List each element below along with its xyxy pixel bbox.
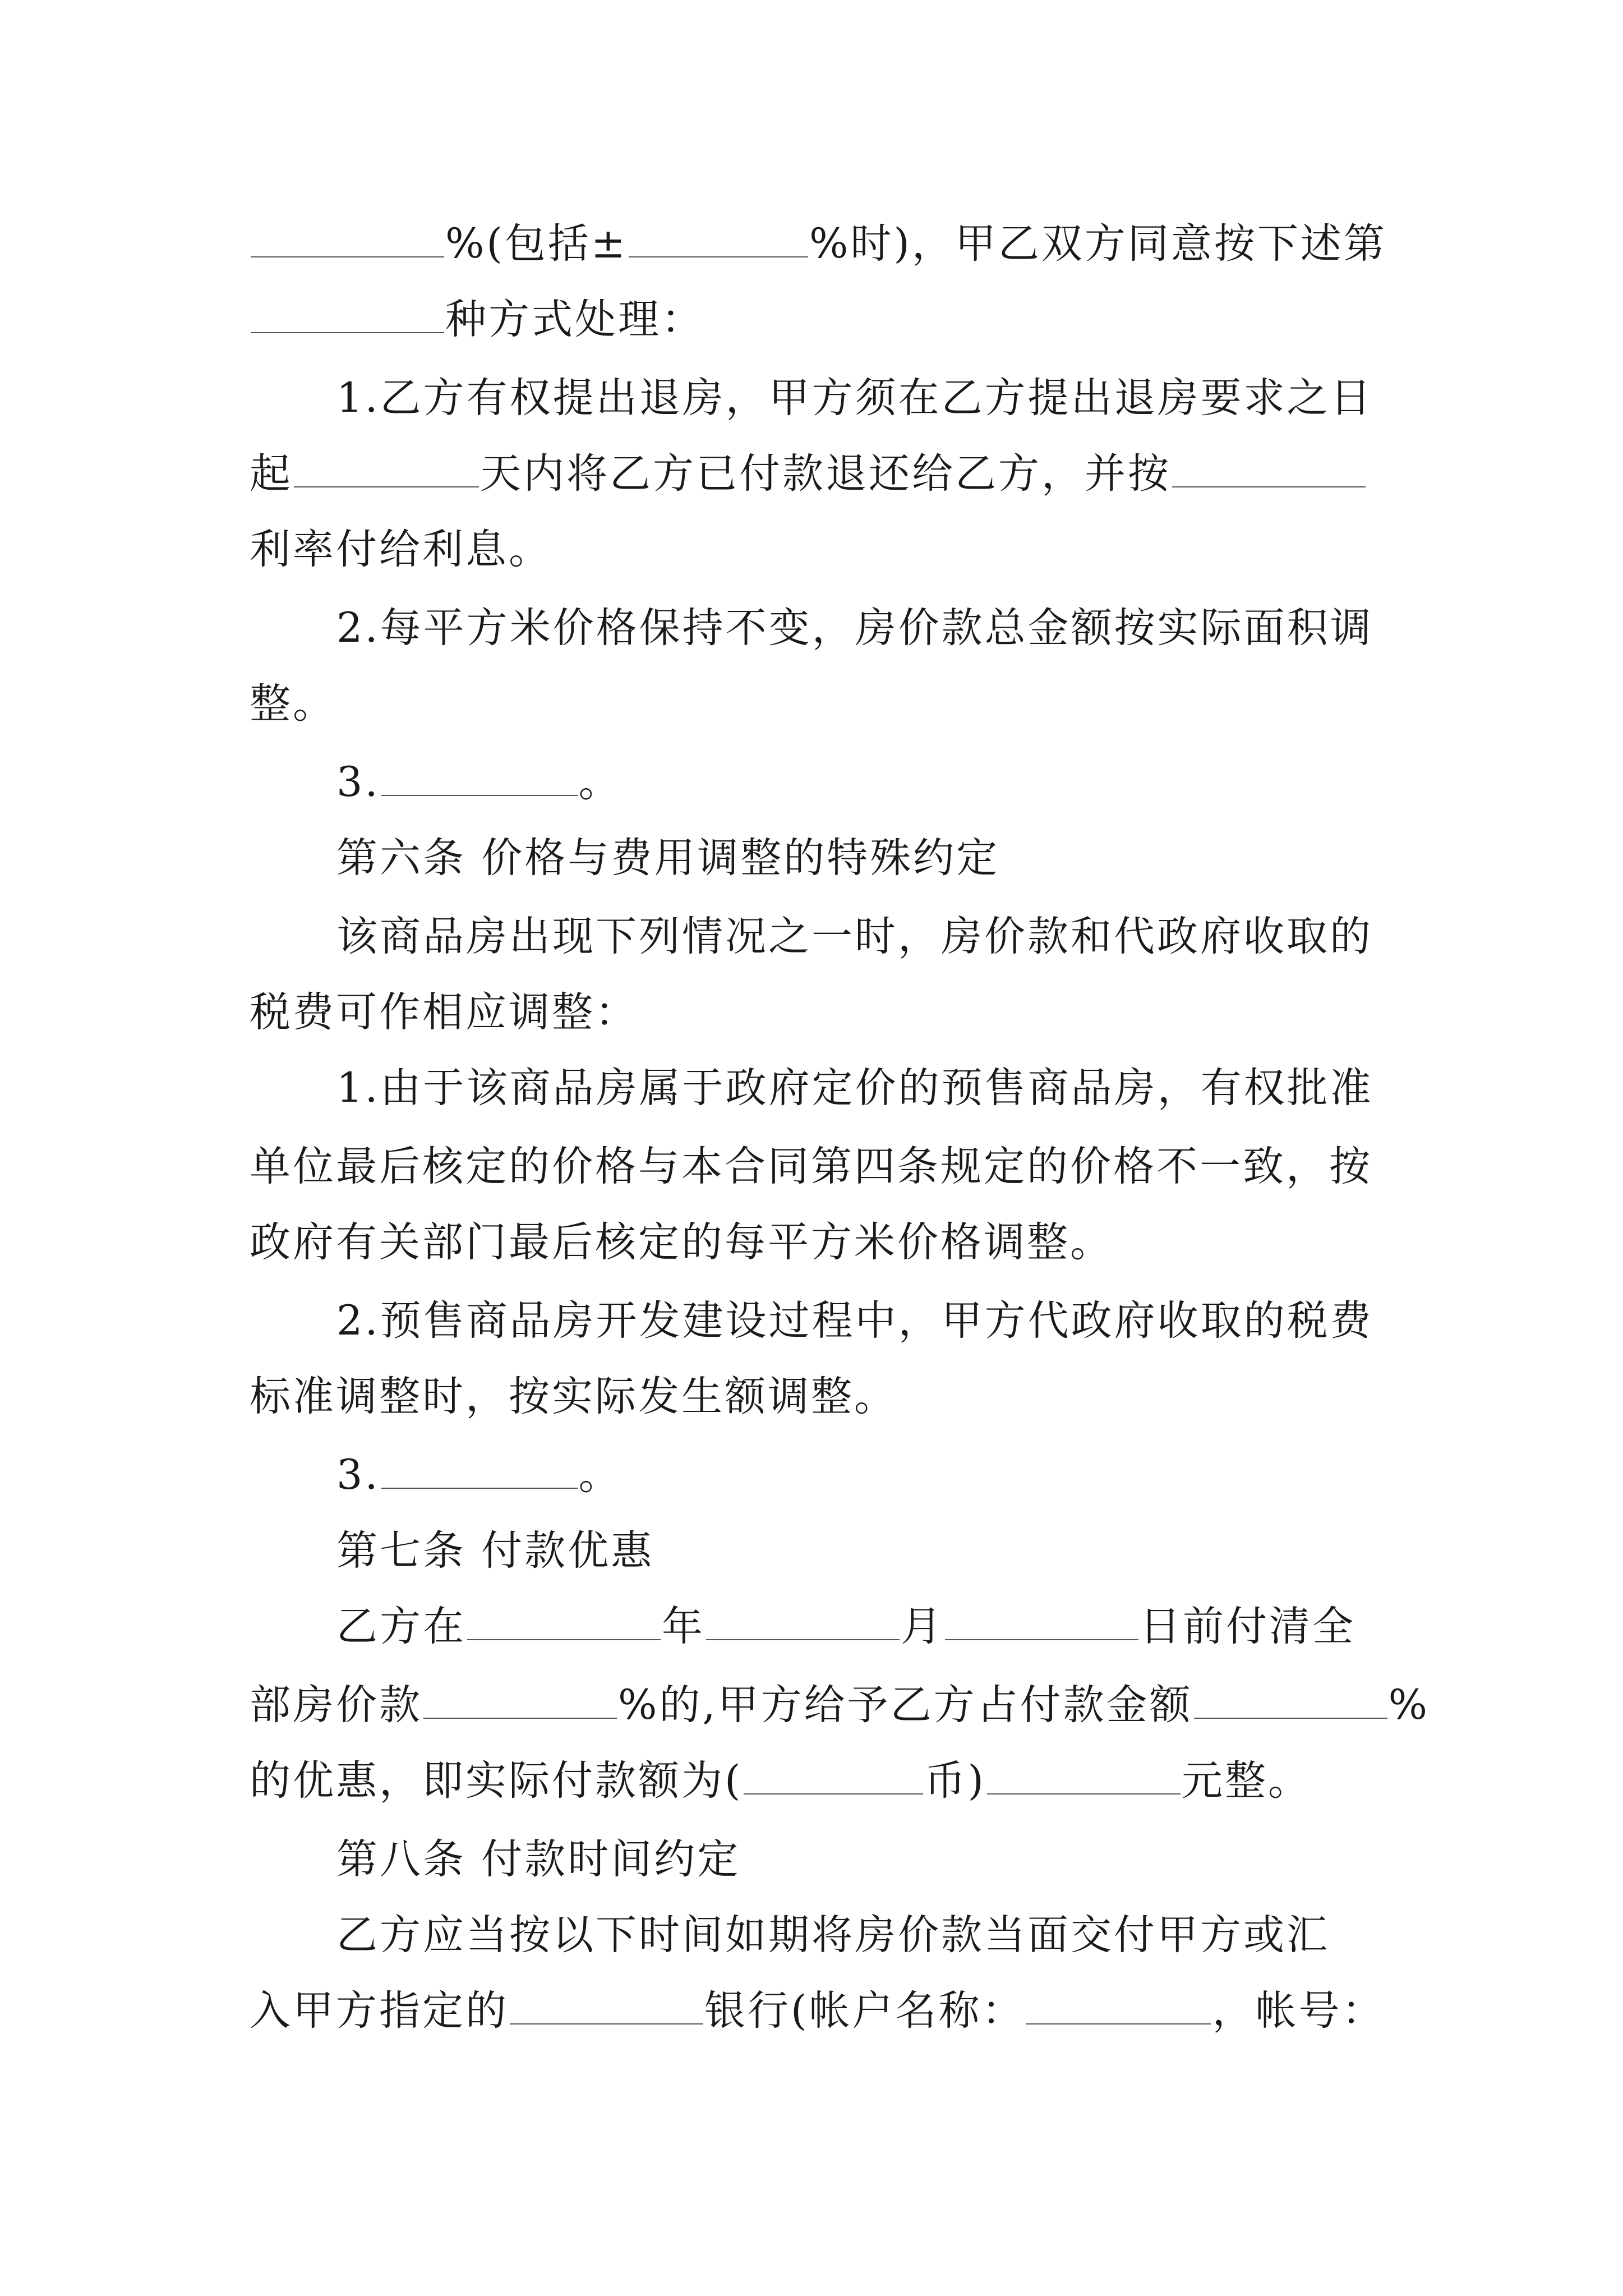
fill-blank [381, 1453, 578, 1489]
text-segment: 。 [578, 1451, 622, 1499]
text-segment: 入甲方指定的 [250, 1987, 509, 2035]
text-line [250, 1369, 897, 1425]
text-segment: 部房价款 [250, 1681, 422, 1729]
text-segment: %的,甲方给予乙方占付款金额 [618, 1681, 1193, 1729]
text-line [250, 676, 336, 732]
text-line [250, 1677, 1430, 1733]
text-line [250, 216, 1387, 272]
text-segment: 2.预售商品房开发建设过程中，甲方代政府收取的税费 [336, 1297, 1373, 1345]
text-segment: 年 [662, 1603, 705, 1650]
fill-blank [987, 1759, 1181, 1795]
section-heading [336, 830, 999, 886]
text-segment: 。 [578, 758, 622, 806]
text-segment: 单位最后核定的价格与本合同第四条规定的价格不一致，按 [250, 1143, 1372, 1190]
text-segment: 乙方应当按以下时间如期将房价款当面交付甲方或汇 [336, 1911, 1330, 1959]
text-segment: 天内将乙方已付款退还给乙方，并按 [480, 450, 1171, 498]
text-segment: 第七条 付款优惠 [336, 1527, 654, 1575]
text-line [336, 754, 622, 811]
text-segment: 种方式处理： [445, 296, 704, 343]
section-heading [336, 1523, 654, 1579]
text-line [336, 370, 1373, 426]
text-line [250, 1983, 1385, 2039]
fill-blank [423, 1683, 617, 1719]
text-line [250, 984, 638, 1041]
text-segment: 起 [250, 450, 293, 498]
text-segment: 第六条 价格与费用调整的特殊约定 [336, 834, 1000, 882]
text-segment: 利率付给利息。 [250, 526, 552, 573]
fill-blank [945, 1604, 1138, 1640]
text-segment: 政府有关部门最后核定的每平方米价格调整。 [250, 1218, 1113, 1266]
text-line [336, 1447, 622, 1503]
fill-blank [1194, 1683, 1387, 1719]
fill-blank [251, 297, 444, 333]
text-segment: 3. [336, 1451, 380, 1499]
text-line [336, 600, 1373, 656]
fill-blank [629, 222, 808, 257]
fill-blank [467, 1604, 661, 1640]
text-segment: 币) [924, 1757, 986, 1805]
fill-blank [510, 1989, 703, 2024]
text-segment: 日前付清全 [1140, 1603, 1355, 1650]
text-segment: 月 [901, 1603, 944, 1650]
text-segment: 乙方在 [336, 1603, 466, 1650]
text-segment: %(包括± [445, 220, 628, 268]
section-heading [336, 1832, 740, 1888]
fill-blank [706, 1604, 900, 1640]
text-segment: 整。 [250, 680, 336, 728]
fill-blank [251, 222, 444, 257]
fill-blank [744, 1759, 923, 1795]
text-segment: 1.乙方有权提出退房，甲方须在乙方提出退房要求之日 [336, 374, 1373, 422]
fill-blank [1172, 452, 1366, 487]
text-segment: 1.由于该商品房属于政府定价的预售商品房，有权批准 [336, 1064, 1373, 1112]
text-line [250, 292, 704, 348]
text-segment: %时)，甲乙双方同意按下述第 [809, 220, 1387, 268]
text-line [336, 1907, 1330, 1963]
text-segment: 元整。 [1181, 1757, 1311, 1805]
text-line [250, 522, 552, 578]
text-segment: 银行(帐户名称： [704, 1987, 1025, 2035]
fill-blank [294, 452, 479, 487]
text-segment: 第八条 付款时间约定 [336, 1835, 741, 1883]
text-line [336, 1599, 1355, 1655]
text-line [250, 1753, 1311, 1809]
text-segment: 税费可作相应调整： [250, 988, 638, 1036]
fill-blank [1026, 1989, 1211, 2024]
fill-blank [381, 760, 578, 796]
text-line [250, 446, 1367, 502]
text-segment: 该商品房出现下列情况之一时，房价款和代政府收取的 [336, 913, 1373, 960]
text-segment: 3. [336, 758, 380, 806]
text-line [250, 1139, 1372, 1195]
text-line [250, 1214, 1113, 1271]
text-line [336, 1060, 1373, 1116]
text-segment: ，帐号： [1212, 1987, 1385, 2035]
text-segment: 标准调整时，按实际发生额调整。 [250, 1373, 897, 1420]
text-line [336, 1293, 1373, 1349]
text-segment: % [1388, 1681, 1430, 1729]
text-line [336, 909, 1373, 965]
text-segment: 的优惠，即实际付款额为( [250, 1757, 743, 1805]
text-segment: 2.每平方米价格保持不变，房价款总金额按实际面积调 [336, 604, 1373, 652]
